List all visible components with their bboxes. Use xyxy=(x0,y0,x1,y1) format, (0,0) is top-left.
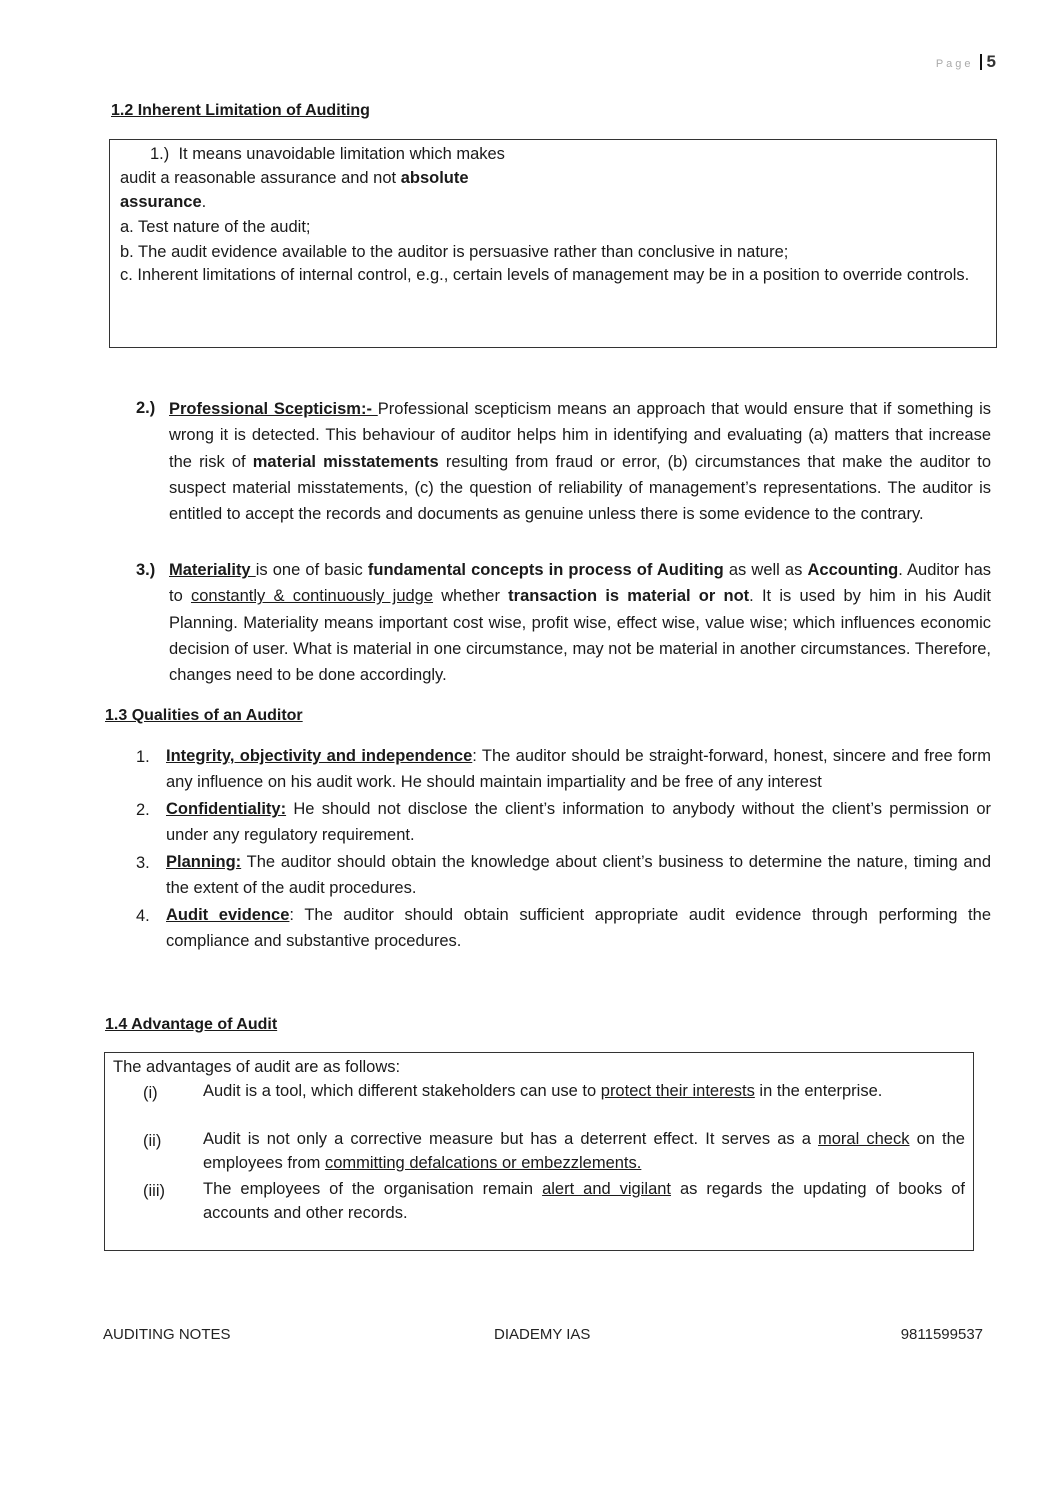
quality-number: 4. xyxy=(136,907,150,925)
section-heading-1-3: 1.3 Qualities of an Auditor xyxy=(105,707,303,724)
advantage-item: Audit is not only a corrective measure but has a deterrent effect. It serves as a moral check on the employees from committing defalcations or embezzlements. xyxy=(203,1130,965,1172)
footer-center: DIADEMY IAS xyxy=(494,1326,591,1343)
quality-number: 1. xyxy=(136,748,150,766)
quality-number: 2. xyxy=(136,801,150,819)
quality-item-planning: Planning: The auditor should obtain the knowledge about client’s business to determine the nature, timing and the extent of the audit procedures. xyxy=(166,853,992,898)
point-a: a. Test nature of the audit; xyxy=(120,218,311,236)
footer-right: 9811599537 xyxy=(900,1326,983,1343)
intro-line-1: 1.) It means unavoidable limitation which makes xyxy=(150,145,505,163)
professional-scepticism-paragraph: Professional Scepticism:- Professional scepticism means an approach that would ensure that if something is wrong it is detected. This behaviour of auditor helps him in identifying and evaluating (a) matters that increase the risk of material misstatements resulting from fraud or error, (b) circumstances that make the auditor to suspect material misstatements, (c) the question of reliability of management’s representations. The auditor is entitled to accept the records and documents as genuine unless there is some evidence to the contrary. xyxy=(169,400,991,524)
intro-line-2: audit a reasonable assurance and not absolute xyxy=(120,169,469,187)
quality-item-audit-evidence: Audit evidence: The auditor should obtain sufficient appropriate audit evidence through performing the compliance and substantive procedures. xyxy=(166,906,991,951)
item-number: 3.) xyxy=(136,561,156,579)
point-b: b. The audit evidence available to the auditor is persuasive rather than conclusive in nature; xyxy=(120,243,789,261)
page-number: 5 xyxy=(986,52,996,71)
section-heading-1-4: 1.4 Advantage of Audit xyxy=(105,1016,278,1033)
footer-left: AUDITING NOTES xyxy=(103,1326,231,1343)
intro-line-3: assurance. xyxy=(120,193,207,211)
point-c: c. Inherent limitations of internal control, e.g., certain levels of management may be in a position to override controls. xyxy=(120,266,970,284)
advantages-intro: The advantages of audit are as follows: xyxy=(113,1058,401,1076)
page-label: Page xyxy=(935,58,974,70)
materiality-paragraph: Materiality is one of basic fundamental concepts in process of Auditing as well as Accounting. Auditor has to constantly & continuously judge whether transaction is material or not. It is used by him in his Audit Planning. Materiality means important cost wise, profit wise, effect wise, value wise; which influences economic decision of user. What is material in one circumstance, may not be material in another circumstances. Therefore, changes need to be done accordingly. xyxy=(169,561,992,685)
quality-item-confidentiality: Confidentiality: He should not disclose the client’s information to anybody without the client’s permission or under any regulatory requirement. xyxy=(166,800,991,845)
quality-number: 3. xyxy=(136,854,150,872)
advantage-item: Audit is a tool, which different stakeholders can use to protect their interests in the enterprise. xyxy=(203,1082,883,1100)
page-number-header xyxy=(936,52,996,72)
advantage-number: (i) xyxy=(143,1084,158,1102)
advantages-box xyxy=(104,1052,974,1251)
divider xyxy=(980,54,982,70)
advantage-item: The employees of the organisation remain alert and vigilant as regards the updating of books of accounts and other records. xyxy=(203,1180,965,1222)
quality-item-integrity: Integrity, objectivity and independence: The auditor should be straight-forward, honest, sincere and free form any influence on his audit work. He should maintain impartiality and be free of any interest xyxy=(166,747,991,792)
limitation-box xyxy=(109,139,997,348)
section-heading-1-2: 1.2 Inherent Limitation of Auditing xyxy=(111,102,370,119)
item-number: 2.) xyxy=(136,399,156,417)
advantage-number: (ii) xyxy=(143,1132,162,1150)
advantage-number: (iii) xyxy=(143,1182,165,1200)
